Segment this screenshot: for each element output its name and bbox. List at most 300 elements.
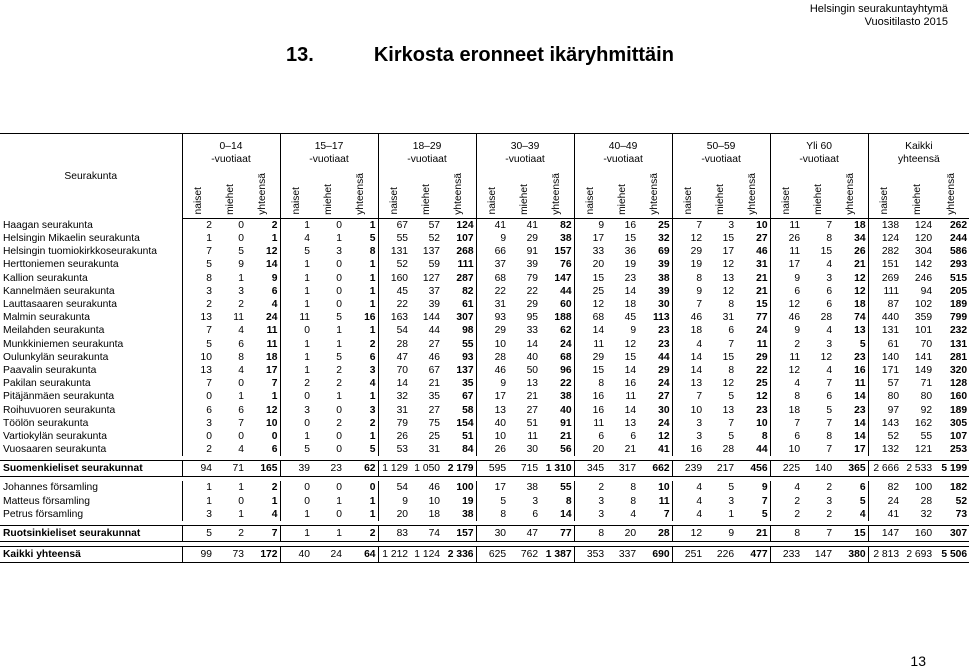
table-cell: 244 [949,233,968,244]
table-cell: 0 [369,482,376,494]
table-cell: 14 [854,391,866,403]
table-row [0,430,969,443]
table-cell: 14 [574,324,606,337]
table-cell: 0 [238,219,244,231]
table-cell: 0 [336,482,343,494]
table-cell: 1 [271,495,278,507]
parish-name: Kallion seurakunta [3,272,88,284]
table-row [0,495,969,508]
table-cell: 19 [672,258,704,271]
age-group-unit: -vuotiaat [309,153,349,165]
gender-header-label: miehet [616,183,628,215]
table-cell: 75 [428,417,441,429]
table-cell: 14 [672,351,704,364]
gender-header-label: naiset [879,187,891,215]
parish-name: Meilahden seurakunta [3,325,105,337]
table-cell: 28 [722,444,735,456]
table-cell: 39 [526,259,539,271]
gender-header-label: naiset [780,187,792,215]
table-cell: 1 [369,495,376,507]
table-cell: 20 [378,508,410,521]
gender-header [638,171,672,218]
table-cell: 7 [802,526,834,542]
gender-header-label: naiset [486,187,498,215]
table-cell: 205 [949,285,968,297]
table-cell: 12 [854,285,866,297]
table-cell: 60 [560,299,572,311]
table-cell: 6 [859,482,866,494]
gender-header-label: yhteensä [257,173,269,215]
table-cell: 47 [378,351,410,364]
parish-name: Matteus församling [3,495,90,507]
table-cell: 26 [854,246,866,258]
table-cell: 16 [854,365,866,377]
age-group-header-row [0,134,969,172]
table-cell: 93 [476,311,508,324]
table-cell: 1 124 [410,547,442,563]
table-cell: 79 [378,417,410,430]
gender-header [508,171,540,218]
table-cell: 12 [266,246,278,258]
table-cell: 217 [704,461,736,477]
table-cell: 251 [672,547,704,563]
table-cell: 3 [728,219,735,231]
table-cell: 92 [920,404,933,416]
table-cell: 8 [476,508,508,521]
age-group-header [672,134,770,172]
table-cell: 3 [238,285,244,297]
table-cell: 0 [280,417,312,430]
table-cell: 38 [560,233,572,244]
table-cell: 2 336 [442,547,476,563]
table-cell: 21 [736,526,770,542]
table-cell: 8 [761,431,768,443]
table-cell: 2 [344,526,378,542]
table-cell: 253 [949,444,968,456]
table-cell: 11 [854,378,866,390]
table-cell: 12 [574,298,606,311]
table-cell: 5 [369,233,376,244]
gender-header [182,171,214,218]
age-group-header [476,134,574,172]
table-cell: 51 [462,431,474,443]
table-cell: 52 [428,233,441,244]
table-cell: 1 [238,482,244,494]
table-cell: 2 [271,219,278,231]
table-cell: 95 [526,312,539,324]
table-cell: 120 [914,233,933,244]
gender-header-label: miehet [714,183,726,215]
table-cell: 7 [238,417,244,429]
parish-name: Vartiokylän seurakunta [3,431,107,443]
table-cell: 137 [422,246,441,258]
table-cell: 6 [770,430,802,443]
table-cell: 44 [428,325,441,337]
table-cell: 24 [266,312,278,324]
table-cell: 41 [526,219,539,231]
table-cell: 28 [378,338,410,351]
table-cell: 4 [369,378,376,390]
gender-header [378,171,410,218]
table-cell: 3 [369,404,376,416]
table-cell: 1 [280,526,312,542]
table-cell: 1 [280,218,312,232]
table-cell: 3 [826,272,833,284]
table-cell: 23 [854,351,866,363]
table-cell: 10 [756,219,768,231]
table-cell: 14 [672,364,704,377]
table-cell: 10 [428,495,441,507]
age-group-header [182,134,280,172]
table-cell: 9 [770,324,802,337]
table-cell: 1 [369,285,376,297]
table-cell: 113 [652,312,670,324]
gender-header-label: yhteensä [551,173,563,215]
table-cell: 1 [280,364,312,377]
table-cell: 29 [526,299,539,311]
report-subtitle: Vuositilasto 2015 [864,16,948,28]
table-cell: 25 [658,219,670,231]
table-cell: 1 [280,351,312,364]
table-cell: 1 [336,495,343,507]
table-cell: 171 [868,364,901,377]
age-group-range: 0–14 [219,140,243,152]
table-cell: 4 [826,259,833,271]
table-cell: 1 [336,391,343,403]
table-row [0,338,969,351]
table-cell: 17 [854,444,866,456]
table-row [0,324,969,337]
table-cell: 8 [238,351,244,363]
table-cell: 33 [574,245,606,258]
table-cell: 287 [456,272,474,284]
table-cell: 96 [560,365,572,377]
table-cell: 27 [526,404,539,416]
table-cell: 87 [868,298,901,311]
gender-header-label: miehet [420,183,432,215]
table-cell: 353 [574,547,606,563]
row-header-label: Seurakunta [0,134,182,219]
table-cell: 61 [868,338,901,351]
table-cell: 345 [574,461,606,477]
table-cell: 3 [574,508,606,521]
table-cell: 7 [672,390,704,403]
table-row [0,285,969,298]
table-cell: 8 [826,233,833,244]
gender-header [704,171,736,218]
table-cell: 54 [378,481,410,494]
table-cell: 35 [428,391,441,403]
table-cell: 9 [271,272,278,284]
table-cell: 73 [214,547,246,563]
table-cell: 143 [868,417,901,430]
table-cell: 10 [756,417,768,429]
table-cell: 83 [378,526,410,542]
table-cell: 7 [246,526,280,542]
table-cell: 137 [456,365,474,377]
table-cell: 5 199 [934,461,969,477]
table-cell: 31 [378,404,410,417]
table-cell: 23 [312,461,344,477]
table-cell: 0 [336,404,343,416]
table-cell: 2 179 [442,461,476,477]
table-cell: 28 [820,312,833,324]
table-cell: 6 [630,431,637,443]
table-cell: 70 [378,364,410,377]
table-cell: 2 [238,299,244,311]
table-cell: 1 129 [378,461,410,477]
table-cell: 79 [526,272,539,284]
parish-name: Ruotsinkieliset seurakunnat [0,526,182,542]
table-cell: 7 [182,377,214,390]
table-cell: 380 [834,547,868,563]
table-cell: 226 [704,547,736,563]
table-cell: 5 [182,258,214,271]
gender-header [214,171,246,218]
table-cell: 71 [920,378,933,390]
table-cell: 11 [625,391,637,403]
gender-header-label: miehet [322,183,334,215]
table-cell: 12 [722,259,735,271]
gender-header [246,171,280,218]
table-cell: 18 [672,324,704,337]
parish-name: Lauttasaaren seurakunta [3,299,117,311]
page-title [0,44,960,67]
table-cell: 17 [770,258,802,271]
table-cell: 189 [949,299,968,311]
table-cell: 93 [462,351,474,363]
table-cell: 281 [949,351,968,363]
page-number: 13 [910,653,926,669]
table-cell: 27 [658,391,670,403]
table-cell: 15 [574,272,606,285]
table-row [0,232,969,245]
table-cell: 1 [369,391,376,403]
table-row [0,508,969,521]
table-cell: 23 [658,325,670,337]
table-cell: 2 [280,377,312,390]
table-cell: 304 [914,246,933,258]
table-cell: 52 [378,258,410,271]
table-cell: 3 [532,495,539,507]
parish-name: Paavalin seurakunta [3,365,97,377]
table-cell: 1 [369,325,376,337]
table-cell: 320 [949,365,968,377]
table-cell: 26 [476,443,508,456]
table-cell: 1 387 [540,547,574,563]
table-cell: 3 [336,246,343,258]
parish-name: Suomenkieliset seurakunnat [0,461,182,477]
table-cell: 1 [369,272,376,284]
table-cell: 2 [214,526,246,542]
table-cell: 52 [955,495,968,507]
table-cell: 94 [182,461,214,477]
age-group-range: 18–29 [412,140,442,152]
table-cell: 4 [672,508,704,521]
table-cell: 16 [574,404,606,417]
table-cell: 141 [914,351,933,363]
table-cell: 12 [722,285,735,297]
table-cell: 1 [369,508,376,520]
table-cell: 160 [378,272,410,285]
table-cell: 1 [182,495,214,508]
table-cell: 2 [770,508,802,521]
table-cell: 38 [462,508,474,520]
table-cell: 56 [560,444,572,456]
table-cell: 10 [476,338,508,351]
organization-name: Helsingin seurakuntayhtymä [809,3,948,15]
table-cell: 107 [949,431,968,443]
table-cell: 0 [271,431,278,443]
table-cell: 182 [949,482,968,494]
table-cell: 0 [280,495,312,508]
table-cell: 4 [770,481,802,494]
table-cell: 8 [770,526,802,542]
table-cell: 8 [565,495,572,507]
table-cell: 62 [560,325,572,337]
gender-header [868,171,901,218]
table-cell: 22 [756,365,768,377]
table-cell: 7 [271,378,278,390]
table-cell: 6 [574,430,606,443]
gender-header [344,171,378,218]
table-cell: 239 [672,461,704,477]
age-group-unit: -vuotiaat [407,153,447,165]
table-cell: 1 310 [540,461,574,477]
table-cell: 100 [456,482,474,494]
table-cell: 1 [280,272,312,285]
table-cell: 9 [476,377,508,390]
table-cell: 11 [770,245,802,258]
table-cell: 3 [574,495,606,508]
gender-header [606,171,638,218]
gender-header [901,171,934,218]
table-cell: 157 [442,526,476,542]
table-cell: 47 [508,526,540,542]
total-row [0,526,969,542]
table-cell: 1 [238,272,244,284]
table-cell: 1 [336,338,343,350]
table-cell: 31 [476,298,508,311]
table-cell: 16 [624,378,637,390]
table-cell: 13 [182,364,214,377]
table-cell: 40 [476,417,508,430]
table-cell: 9 [574,218,606,232]
table-cell: 21 [854,259,866,271]
table-cell: 98 [462,325,474,337]
table-cell: 9 [378,495,410,508]
table-cell: 7 [728,338,735,350]
table-cell: 3 [826,338,833,350]
table-cell: 233 [770,547,802,563]
table-cell: 0 [336,444,343,456]
table-cell: 154 [456,417,474,429]
table-cell: 1 [280,285,312,298]
table-cell: 131 [378,245,410,258]
table-cell: 30 [476,526,508,542]
table-cell: 144 [422,312,441,324]
parish-name: Herttoniemen seurakunta [3,259,119,271]
table-cell: 4 [672,338,704,351]
table-cell: 27 [756,233,768,244]
table-cell: 2 533 [901,461,934,477]
table-cell: 0 [238,233,244,244]
table-row [0,245,969,258]
table-cell: 2 [826,508,833,520]
table-cell: 21 [526,391,539,403]
table-cell: 246 [914,272,933,284]
gender-header-label: miehet [812,183,824,215]
gender-header-label: yhteensä [946,173,958,215]
table-cell: 595 [476,461,508,477]
table-cell: 100 [914,482,933,494]
table-cell: 1 [369,299,376,311]
table-cell: 1 [280,258,312,271]
table-cell: 15 [722,233,735,244]
table-cell: 39 [280,461,312,477]
table-cell: 3 [182,417,214,430]
table-cell: 41 [868,508,901,521]
table-row [0,364,969,377]
table-cell: 5 [182,526,214,542]
table-cell: 4 [826,325,833,337]
age-group-header [770,134,868,172]
age-group-unit: -vuotiaat [505,153,545,165]
table-cell: 2 [182,218,214,232]
table-cell: 151 [868,258,901,271]
table-cell: 762 [508,547,540,563]
table-cell: 6 [238,404,244,416]
table-cell: 165 [246,461,280,477]
parish-name: Kaikki yhteensä [0,547,182,563]
table-cell: 14 [560,508,572,520]
table-cell: 12 [756,391,768,403]
table-cell: 5 [182,338,214,351]
table-cell: 21 [624,444,637,456]
table-cell: 61 [462,299,474,311]
table-cell: 132 [868,443,901,456]
gender-header-label: naiset [192,187,204,215]
table-cell: 3 [672,417,704,430]
table-cell: 21 [756,272,768,284]
table-cell: 55 [920,431,933,443]
table-cell: 91 [526,246,539,258]
table-cell: 17 [476,481,508,494]
table-cell: 690 [638,547,672,563]
age-group-unit: -vuotiaat [603,153,643,165]
table-cell: 128 [949,378,968,390]
gender-header-label: yhteensä [453,173,465,215]
table-row [0,404,969,417]
table-cell: 8 [728,299,735,311]
table-cell: 39 [428,299,441,311]
table-cell: 25 [756,378,768,390]
table-cell: 7 [728,417,735,429]
table-cell: 8 [574,526,606,542]
table-cell: 41 [658,444,670,456]
table-row [0,298,969,311]
table-cell: 4 [630,508,637,520]
table-cell: 46 [756,246,768,258]
table-cell: 12 [820,351,833,363]
table-cell: 4 [672,495,704,508]
table-cell: 0 [336,272,343,284]
table-cell: 54 [378,324,410,337]
table-cell: 82 [462,285,474,297]
table-cell: 29 [476,324,508,337]
table-cell: 46 [476,364,508,377]
total-row [0,461,969,477]
